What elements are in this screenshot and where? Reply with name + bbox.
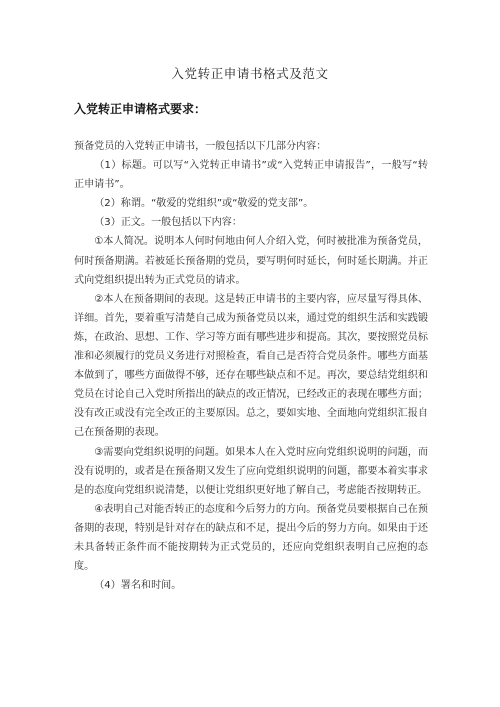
document-body [74, 137, 428, 595]
body-paragraph: ①本人简况。说明本人何时何地由何人介绍入党，何时被批准为预备党员，何时预备期满。若被延长预备期的党员，要写明何时延长，何时延长期满。并正式向党组织提出转为正式党员的请求。 [74, 236, 428, 286]
body-paragraph: ④表明自己对能否转正的态度和今后努力的方向。预备党员要根据自己在预备期的表现，特别是针对存在的缺点和不足，提出今后的努力方向。如果由于还未具备转正条件而不能按期转为正式党员的，还应向党组织表明自己应抱的态度。 [74, 503, 428, 573]
document-title: 入党转正申请书格式及范文 [171, 66, 329, 81]
body-paragraph: ②本人在预备期间的表现。这是转正申请书的主要内容，应尽量写得具体、详细。首先，要着重写清楚自己成为预备党员以来，通过党的组织生活和实践锻炼，在政治、思想、工作、学习等方面有哪些进步和提高。其次，要按照党员标准和必须履行的党员义务进行对照检查，看自己是否符合党员条件。哪些方面基本做到了，哪些方面做得不够，还存在哪些缺点和不足。再次，要总结党组织和党员在讨论自己入党时所指出的缺点的改正情况，已经改正的表现在哪些方面；没有改正或没有完全改正的主要原因。总之，要如实地、全面地向党组织汇报自己在预备期的表现。 [74, 293, 428, 439]
body-paragraph: （4）署名和时间。 [94, 580, 182, 592]
body-paragraph: （1）标题。可以写“入党转正申请书”或“入党转正申请报告”，一般写“转正申请书”。 [74, 160, 428, 191]
body-paragraph: ③需要向党组织说明的问题。如果本人在入党时应向党组织说明的问题，而没有说明的，或者是在预备期又发生了应向党组织说明的问题，都要本着实事求是的态度向党组织说清楚，以便让党组织更好地了解自己，考虑能否按期转正。 [74, 446, 428, 496]
body-paragraph: （3）正文。一般包括以下内容： [94, 217, 242, 229]
body-paragraph: 预备党员的入党转正申请书，一般包括以下几部分内容： [74, 141, 327, 152]
body-paragraph: （2）称谓。“敬爱的党组织”或“敬爱的党支部”。 [94, 198, 314, 210]
section-heading: 入党转正申请格式要求： [74, 102, 207, 116]
